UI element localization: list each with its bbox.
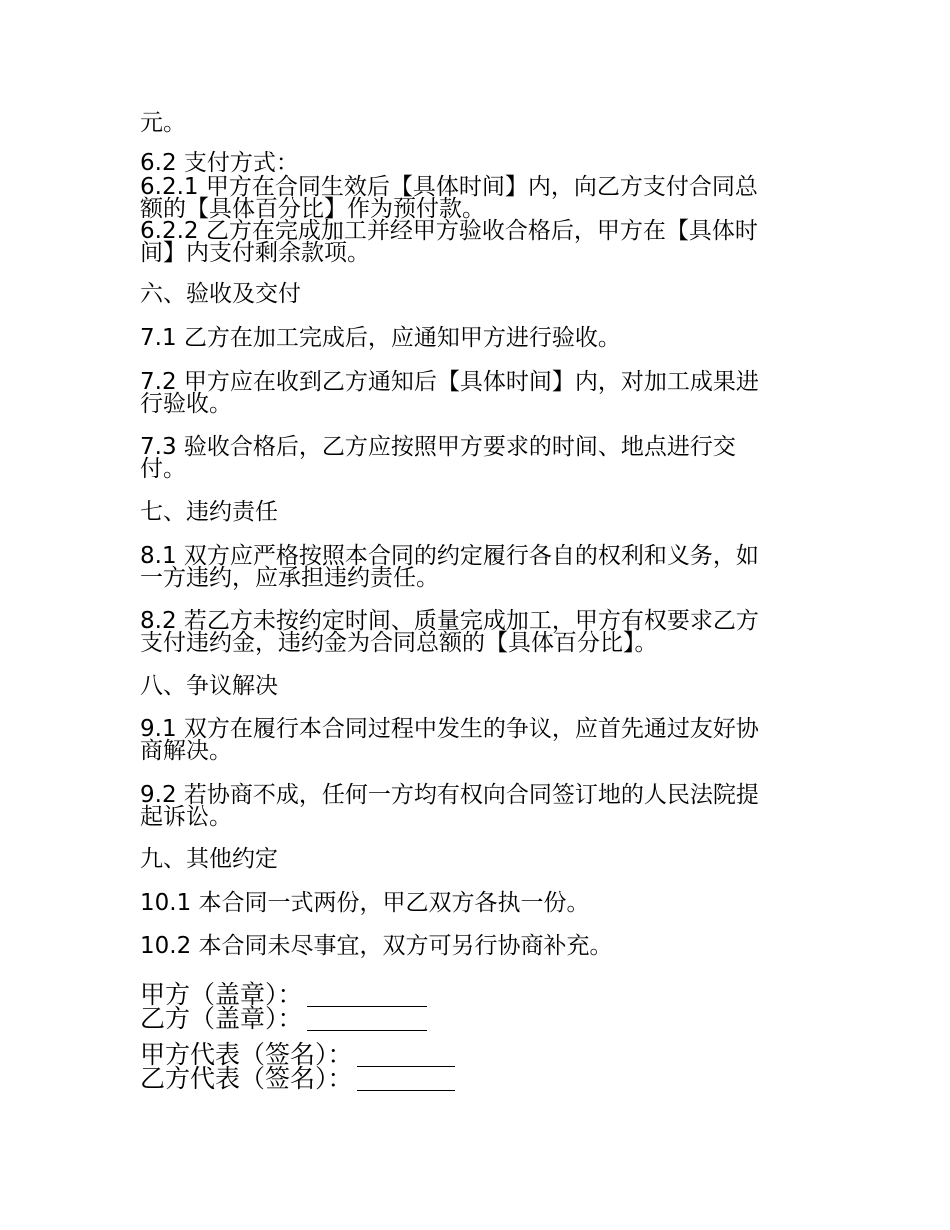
section-heading-6-2: 6.2 支付方式： xyxy=(140,150,299,176)
signature-line-party-b-rep xyxy=(140,1066,455,1091)
clause-6-2-2-cont: 间】内支付剩余款项。 xyxy=(140,240,370,266)
signature-blank[interactable] xyxy=(357,1046,455,1067)
section-heading-8: 八、争议解决 xyxy=(140,673,278,699)
clause-10-2: 10.2 本合同未尽事宜，双方可另行协商补充。 xyxy=(140,933,613,959)
paragraph-line: 元。 xyxy=(140,110,186,136)
section-heading-9: 九、其他约定 xyxy=(140,846,278,872)
clause-8-1: 8.1 双方应严格按照本合同的约定履行各自的权利和义务，如 xyxy=(140,543,759,569)
section-heading-7: 七、违约责任 xyxy=(140,499,278,525)
signature-label: 甲方代表（签名）： xyxy=(140,1040,353,1069)
clause-8-2-cont: 支付违约金，违约金为合同总额的【具体百分比】。 xyxy=(140,630,658,656)
signature-blank[interactable] xyxy=(307,1010,427,1031)
signature-blank[interactable] xyxy=(307,986,427,1007)
clause-7-1: 7.1 乙方在加工完成后，应通知甲方进行验收。 xyxy=(140,325,621,351)
signature-label: 乙方代表（签名）： xyxy=(140,1064,353,1093)
clause-7-2: 7.2 甲方应在收到乙方通知后【具体时间】内，对加工成果进 xyxy=(140,369,759,395)
signature-blank[interactable] xyxy=(357,1070,455,1091)
clause-6-2-1-cont: 额的【具体百分比】作为预付款。 xyxy=(140,196,485,222)
signature-label: 甲方（盖章）： xyxy=(140,980,303,1009)
clause-7-2-cont: 行验收。 xyxy=(140,391,232,417)
clause-7-3-cont: 付。 xyxy=(140,456,186,482)
clause-9-2-cont: 起诉讼。 xyxy=(140,804,232,830)
clause-6-2-2: 6.2.2 乙方在完成加工并经甲方验收合格后，甲方在【具体时 xyxy=(140,218,758,244)
clause-9-2: 9.2 若协商不成，任何一方均有权向合同签订地的人民法院提 xyxy=(140,782,759,808)
clause-8-1-cont: 一方违约，应承担违约责任。 xyxy=(140,565,439,591)
clause-9-1: 9.1 双方在履行本合同过程中发生的争议，应首先通过友好协 xyxy=(140,716,759,742)
clause-6-2-1: 6.2.1 甲方在合同生效后【具体时间】内，向乙方支付合同总 xyxy=(140,174,758,200)
clause-7-3: 7.3 验收合格后，乙方应按照甲方要求的时间、地点进行交 xyxy=(140,434,736,460)
clause-8-2: 8.2 若乙方未按约定时间、质量完成加工，甲方有权要求乙方 xyxy=(140,608,759,634)
section-heading-6: 六、验收及交付 xyxy=(140,281,301,307)
signature-line-party-b-seal xyxy=(140,1006,427,1031)
clause-9-1-cont: 商解决。 xyxy=(140,738,232,764)
signature-label: 乙方（盖章）： xyxy=(140,1004,303,1033)
clause-10-1: 10.1 本合同一式两份，甲乙双方各执一份。 xyxy=(140,890,590,916)
